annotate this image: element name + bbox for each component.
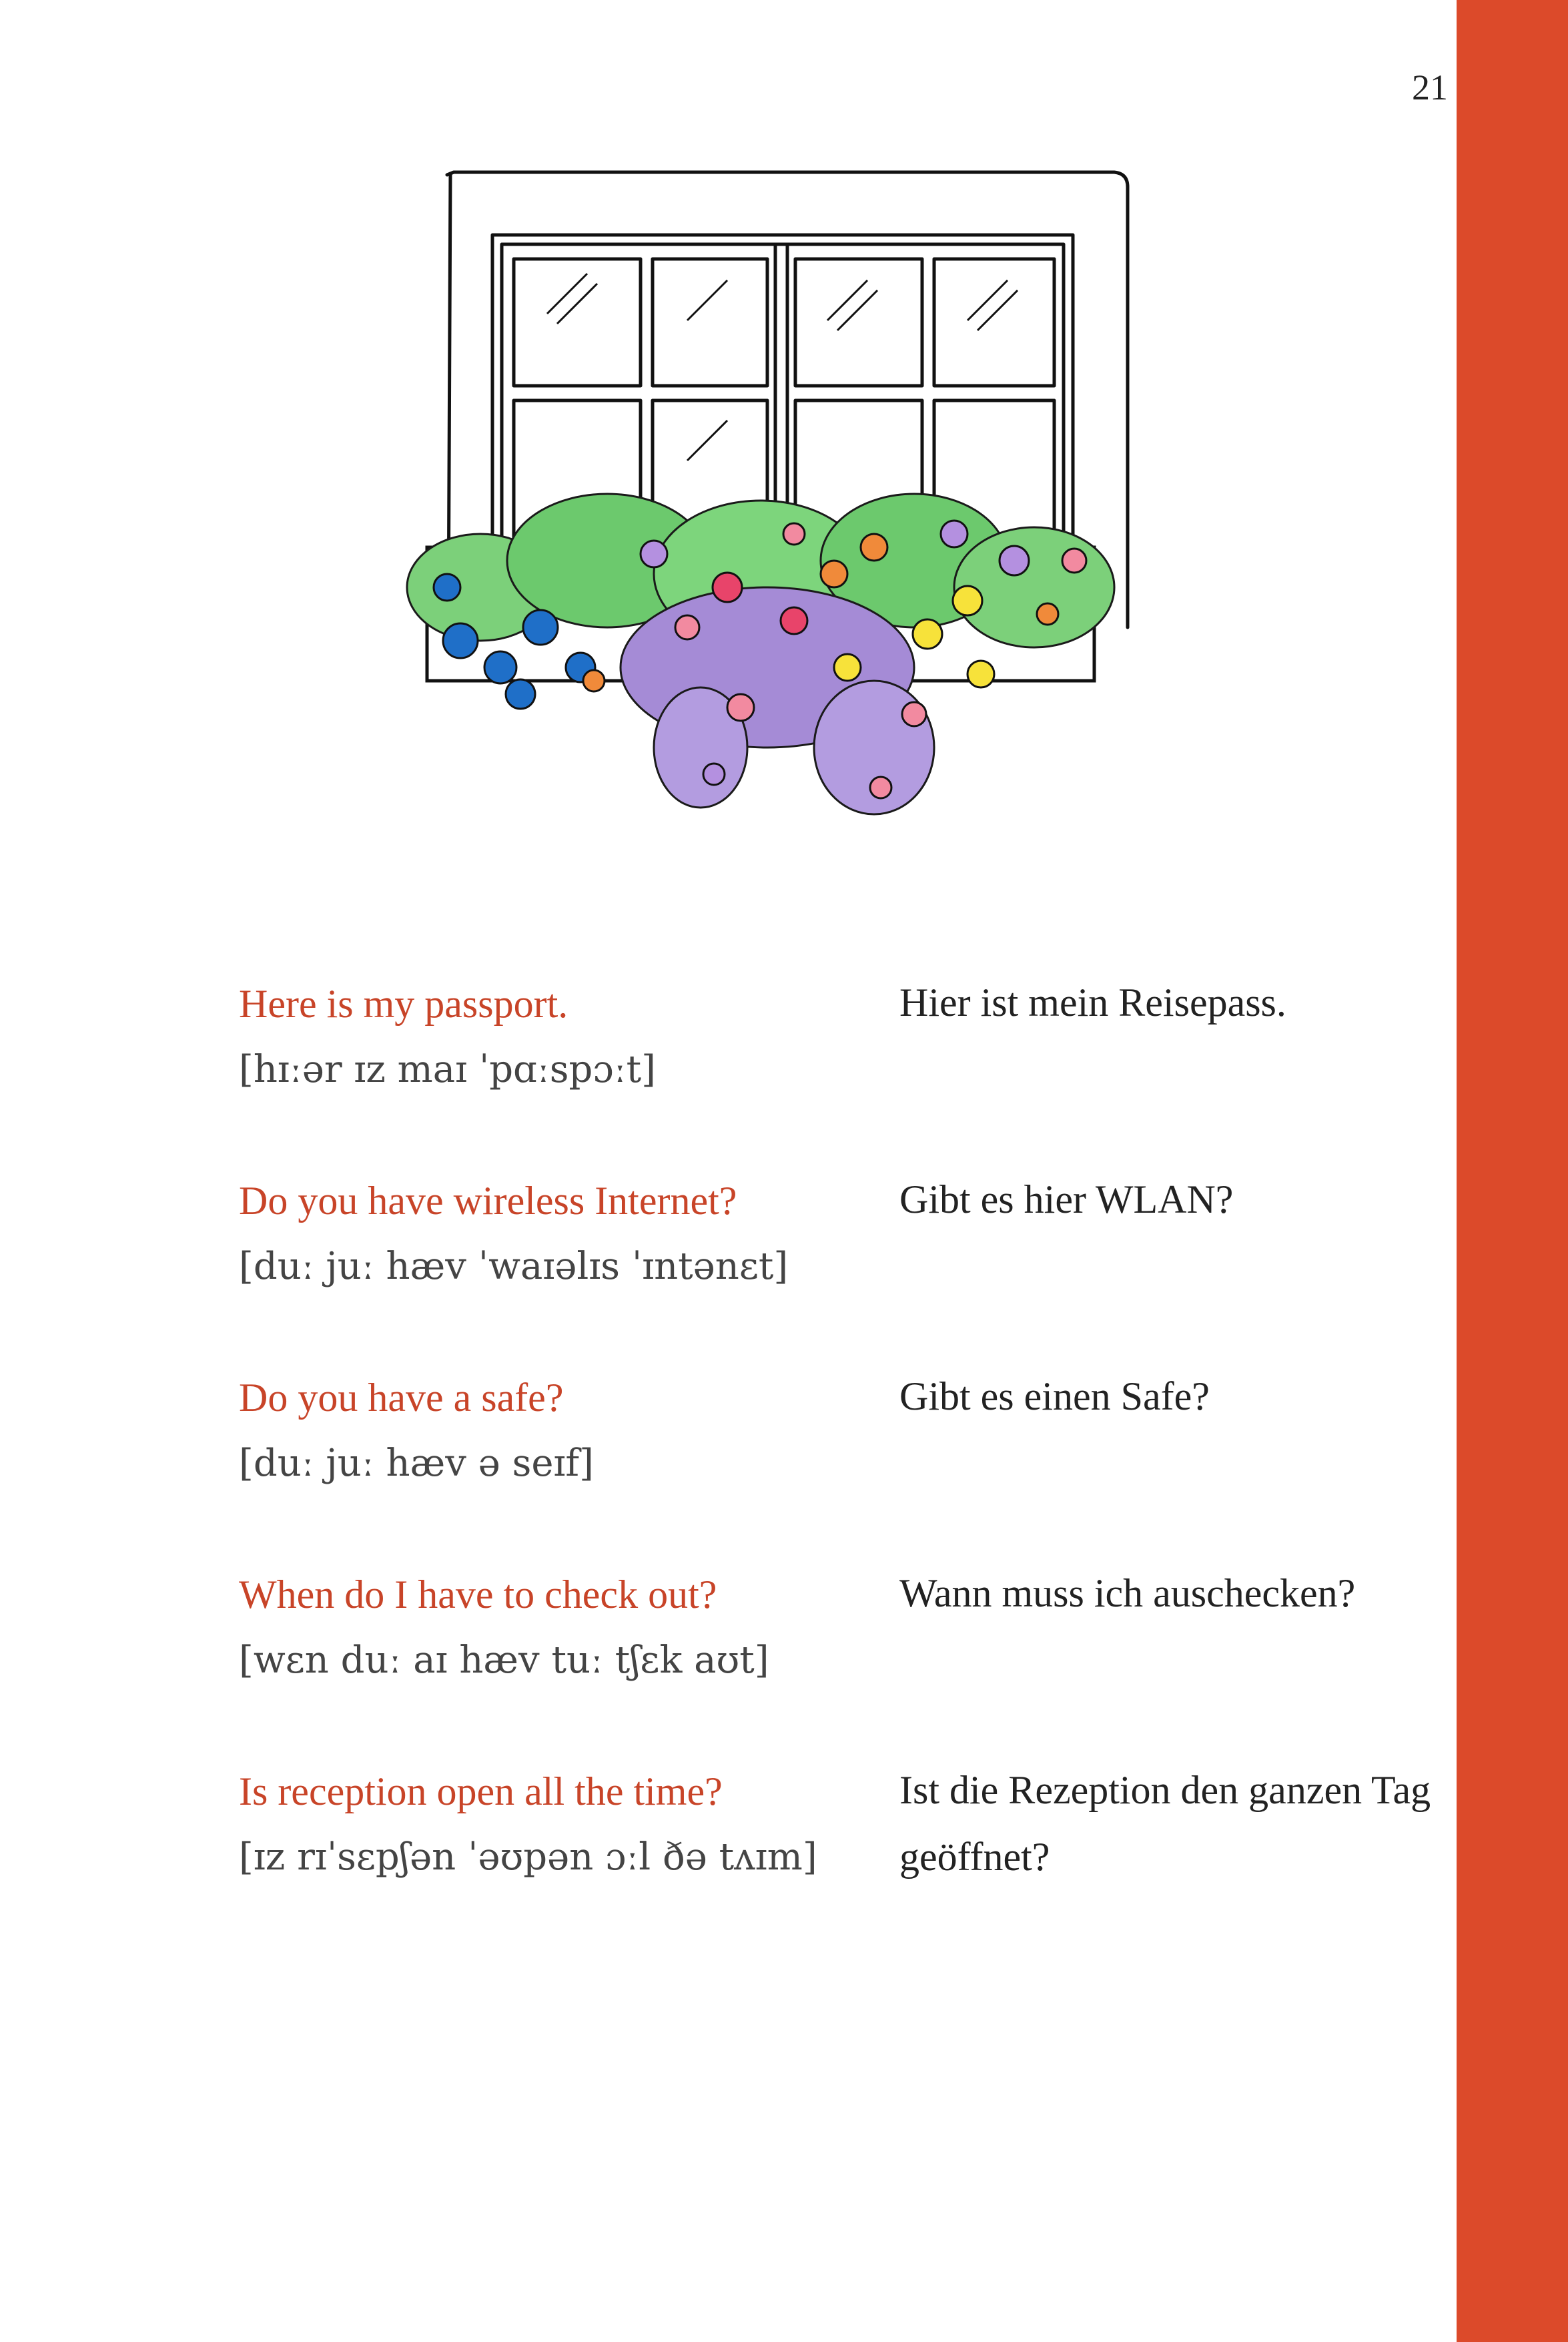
window-with-flower-box-icon — [327, 160, 1194, 821]
page-number: 21 — [1412, 67, 1448, 107]
phonetic-transcription: [duː juː hæv ə seɪf] — [239, 1442, 594, 1485]
english-phrase: Here is my passport. — [239, 982, 568, 1026]
side-accent-bar — [1457, 0, 1568, 2342]
phonetic-transcription: [ɪz rɪˈsɛpʃən ˈəʊpən ɔːl ðə tʌɪm] — [239, 1835, 817, 1879]
english-phrase: When do I have to check out? — [239, 1572, 717, 1617]
english-phrase: Do you have wireless Internet? — [239, 1179, 737, 1223]
german-translation: Gibt es hier WLAN? — [899, 1177, 1234, 1221]
german-translation: Hier ist mein Reisepass. — [899, 980, 1286, 1024]
phonetic-transcription: [duː juː hæv ˈwaɪəlɪs ˈɪntənɛt] — [239, 1245, 789, 1288]
phrase-row — [239, 1178, 1440, 1375]
phrase-list — [239, 981, 1440, 1966]
phrase-row — [239, 981, 1440, 1178]
english-phrase: Do you have a safe? — [239, 1376, 564, 1420]
phrase-row — [239, 1769, 1440, 1966]
phrase-row — [239, 1375, 1440, 1572]
phonetic-transcription: [wɛn duː aɪ hæv tuː tʃɛk aʊt] — [239, 1639, 769, 1682]
german-translation: Gibt es einen Safe? — [899, 1374, 1210, 1418]
phrase-row — [239, 1572, 1440, 1769]
german-translation: Wann muss ich auschecken? — [899, 1571, 1356, 1615]
english-phrase: Is reception open all the time? — [239, 1769, 723, 1813]
phonetic-transcription: [hɪːər ɪz maɪ ˈpɑːspɔːt] — [239, 1048, 656, 1091]
german-translation: Ist die Rezeption den ganzen Tag geöffnet? — [899, 1768, 1431, 1879]
